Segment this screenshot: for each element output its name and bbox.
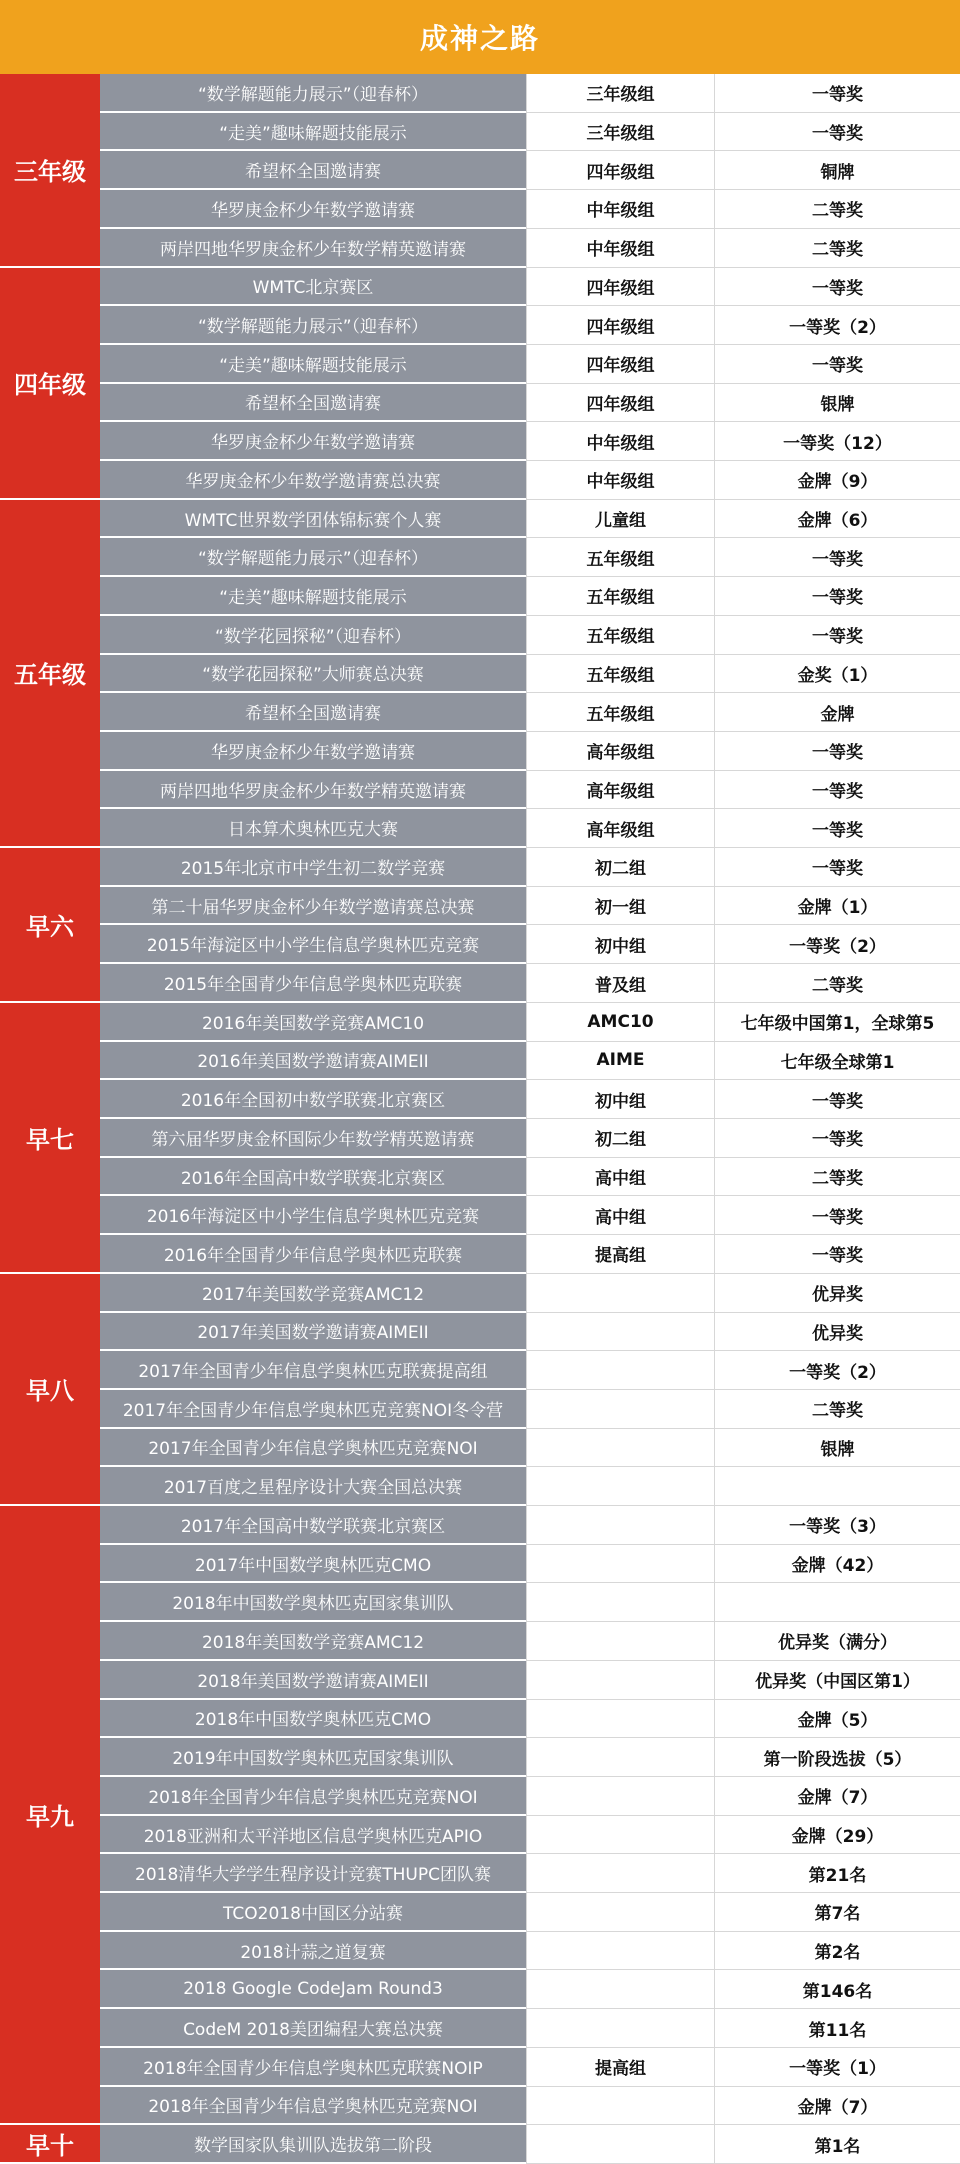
group-cell: 五年级组 bbox=[526, 577, 714, 616]
award-cell: 优异奖 bbox=[714, 1274, 960, 1313]
award-cell: 一等奖（1） bbox=[714, 2048, 960, 2087]
grade-label: 三年级 bbox=[0, 74, 100, 268]
award-cell: 一等奖（2） bbox=[714, 1351, 960, 1390]
competition-name: 数学国家队集训队选拔第二阶段 bbox=[100, 2125, 526, 2164]
group-cell bbox=[526, 1274, 714, 1313]
award-cell: 一等奖（2） bbox=[714, 925, 960, 964]
grade-label: 早八 bbox=[0, 1274, 100, 1506]
competition-name: 2016年美国数学竞赛AMC10 bbox=[100, 1003, 526, 1042]
award-cell: 一等奖 bbox=[714, 809, 960, 848]
competition-name: 2016年全国初中数学联赛北京赛区 bbox=[100, 1080, 526, 1119]
group-cell: 五年级组 bbox=[526, 538, 714, 577]
group-cell: 五年级组 bbox=[526, 693, 714, 732]
competition-name: 2018年美国数学竞赛AMC12 bbox=[100, 1622, 526, 1661]
competition-name: 2018年美国数学邀请赛AIMEII bbox=[100, 1661, 526, 1700]
group-cell bbox=[526, 1777, 714, 1816]
group-cell bbox=[526, 1816, 714, 1855]
award-cell: 一等奖 bbox=[714, 1119, 960, 1158]
award-cell: 金牌（7） bbox=[714, 2087, 960, 2126]
award-cell: 优异奖（满分） bbox=[714, 1622, 960, 1661]
award-cell: 一等奖 bbox=[714, 74, 960, 113]
competition-name: 2016年全国青少年信息学奥林匹克联赛 bbox=[100, 1235, 526, 1274]
group-cell: 高年级组 bbox=[526, 809, 714, 848]
competition-name: “数学解题能力展示”（迎春杯） bbox=[100, 538, 526, 577]
competition-name: 2018年全国青少年信息学奥林匹克竞赛NOI bbox=[100, 2087, 526, 2126]
group-cell bbox=[526, 1351, 714, 1390]
competition-name: 华罗庚金杯少年数学邀请赛 bbox=[100, 190, 526, 229]
group-cell bbox=[526, 1622, 714, 1661]
group-cell: 初二组 bbox=[526, 1119, 714, 1158]
competition-name: WMTC世界数学团体锦标赛个人赛 bbox=[100, 500, 526, 539]
grade-label: 早十 bbox=[0, 2125, 100, 2164]
page-title: 成神之路 bbox=[0, 0, 960, 74]
competition-name: 2018年中国数学奥林匹克CMO bbox=[100, 1700, 526, 1739]
competition-name: 2015年全国青少年信息学奥林匹克联赛 bbox=[100, 964, 526, 1003]
group-cell bbox=[526, 1390, 714, 1429]
competition-name: “数学解题能力展示”（迎春杯） bbox=[100, 74, 526, 113]
competition-name: 第六届华罗庚金杯国际少年数学精英邀请赛 bbox=[100, 1119, 526, 1158]
group-cell: 中年级组 bbox=[526, 461, 714, 500]
award-cell: 二等奖 bbox=[714, 190, 960, 229]
group-cell bbox=[526, 2125, 714, 2164]
competition-name: “走美”趣味解题技能展示 bbox=[100, 345, 526, 384]
competition-name: 第二十届华罗庚金杯少年数学邀请赛总决赛 bbox=[100, 887, 526, 926]
award-cell: 一等奖（12） bbox=[714, 422, 960, 461]
award-cell: 一等奖 bbox=[714, 1235, 960, 1274]
group-cell bbox=[526, 1700, 714, 1739]
award-cell: 一等奖 bbox=[714, 1080, 960, 1119]
award-cell: 二等奖 bbox=[714, 1390, 960, 1429]
group-cell bbox=[526, 2009, 714, 2048]
grade-label: 早六 bbox=[0, 848, 100, 1003]
award-cell: 第146名 bbox=[714, 1970, 960, 2009]
competition-name: 希望杯全国邀请赛 bbox=[100, 693, 526, 732]
group-cell bbox=[526, 1893, 714, 1932]
award-cell: 一等奖 bbox=[714, 113, 960, 152]
competition-name: 2018年全国青少年信息学奥林匹克联赛NOIP bbox=[100, 2048, 526, 2087]
group-cell: 五年级组 bbox=[526, 616, 714, 655]
competition-name: 2018计蒜之道复赛 bbox=[100, 1932, 526, 1971]
competition-name: 两岸四地华罗庚金杯少年数学精英邀请赛 bbox=[100, 229, 526, 268]
group-cell: 四年级组 bbox=[526, 345, 714, 384]
group-cell: 四年级组 bbox=[526, 306, 714, 345]
competition-name: “走美”趣味解题技能展示 bbox=[100, 113, 526, 152]
group-cell: 提高组 bbox=[526, 1235, 714, 1274]
group-cell: 初一组 bbox=[526, 887, 714, 926]
competition-name: 2017年中国数学奥林匹克CMO bbox=[100, 1545, 526, 1584]
group-cell: 四年级组 bbox=[526, 151, 714, 190]
group-cell bbox=[526, 1429, 714, 1468]
competition-name: WMTC北京赛区 bbox=[100, 268, 526, 307]
competition-name: 2017年全国青少年信息学奥林匹克竞赛NOI bbox=[100, 1429, 526, 1468]
award-cell: 金牌（42） bbox=[714, 1545, 960, 1584]
group-cell bbox=[526, 1661, 714, 1700]
competition-name: 2018清华大学学生程序设计竞赛THUPC团队赛 bbox=[100, 1854, 526, 1893]
group-cell: 提高组 bbox=[526, 2048, 714, 2087]
group-cell bbox=[526, 1506, 714, 1545]
award-cell: 二等奖 bbox=[714, 229, 960, 268]
competition-name: 2017年全国高中数学联赛北京赛区 bbox=[100, 1506, 526, 1545]
awards-table bbox=[0, 74, 960, 2164]
group-cell: 高中组 bbox=[526, 1158, 714, 1197]
competition-name: 华罗庚金杯少年数学邀请赛总决赛 bbox=[100, 461, 526, 500]
competition-name: 2018年全国青少年信息学奥林匹克竞赛NOI bbox=[100, 1777, 526, 1816]
group-cell: 中年级组 bbox=[526, 422, 714, 461]
award-cell: 一等奖 bbox=[714, 771, 960, 810]
competition-name: 2018 Google CodeJam Round3 bbox=[100, 1970, 526, 2009]
competition-name: 2017年全国青少年信息学奥林匹克竞赛NOI冬令营 bbox=[100, 1390, 526, 1429]
award-cell bbox=[714, 1467, 960, 1506]
group-cell: 中年级组 bbox=[526, 229, 714, 268]
award-cell: 金牌（29） bbox=[714, 1816, 960, 1855]
grade-label: 早七 bbox=[0, 1003, 100, 1274]
competition-name: 希望杯全国邀请赛 bbox=[100, 384, 526, 423]
competition-name: 2016年美国数学邀请赛AIMEII bbox=[100, 1042, 526, 1081]
competition-name: 两岸四地华罗庚金杯少年数学精英邀请赛 bbox=[100, 771, 526, 810]
competition-name: “数学解题能力展示”（迎春杯） bbox=[100, 306, 526, 345]
award-cell: 金牌（6） bbox=[714, 500, 960, 539]
award-cell: 七年级中国第1，全球第5 bbox=[714, 1003, 960, 1042]
group-cell: 高年级组 bbox=[526, 771, 714, 810]
award-cell: 金牌（7） bbox=[714, 1777, 960, 1816]
competition-name: “走美”趣味解题技能展示 bbox=[100, 577, 526, 616]
group-cell: 三年级组 bbox=[526, 113, 714, 152]
award-cell: 一等奖 bbox=[714, 268, 960, 307]
competition-name: 2018亚洲和太平洋地区信息学奥林匹克APIO bbox=[100, 1816, 526, 1855]
award-cell: 一等奖 bbox=[714, 616, 960, 655]
group-cell: AMC10 bbox=[526, 1003, 714, 1042]
award-cell: 第1名 bbox=[714, 2125, 960, 2164]
award-cell: 二等奖 bbox=[714, 1158, 960, 1197]
award-cell: 金牌 bbox=[714, 693, 960, 732]
group-cell: 高年级组 bbox=[526, 732, 714, 771]
group-cell: 初二组 bbox=[526, 848, 714, 887]
competition-name: 华罗庚金杯少年数学邀请赛 bbox=[100, 422, 526, 461]
group-cell: 四年级组 bbox=[526, 384, 714, 423]
group-cell bbox=[526, 2087, 714, 2126]
group-cell: 高中组 bbox=[526, 1196, 714, 1235]
award-cell: 一等奖 bbox=[714, 848, 960, 887]
group-cell bbox=[526, 1313, 714, 1352]
competition-name: CodeM 2018美团编程大赛总决赛 bbox=[100, 2009, 526, 2048]
grade-label: 四年级 bbox=[0, 268, 100, 500]
group-cell bbox=[526, 1854, 714, 1893]
competition-name: 希望杯全国邀请赛 bbox=[100, 151, 526, 190]
award-cell: 优异奖（中国区第1） bbox=[714, 1661, 960, 1700]
competition-name: “数学花园探秘”（迎春杯） bbox=[100, 616, 526, 655]
group-cell: 儿童组 bbox=[526, 500, 714, 539]
group-cell: 初中组 bbox=[526, 1080, 714, 1119]
competition-name: TCO2018中国区分站赛 bbox=[100, 1893, 526, 1932]
award-cell: 金牌（1） bbox=[714, 887, 960, 926]
award-cell: 优异奖 bbox=[714, 1313, 960, 1352]
group-cell: 五年级组 bbox=[526, 655, 714, 694]
award-cell: 二等奖 bbox=[714, 964, 960, 1003]
grade-label: 早九 bbox=[0, 1506, 100, 2125]
award-cell: 第7名 bbox=[714, 1893, 960, 1932]
award-cell: 一等奖 bbox=[714, 577, 960, 616]
competition-name: 华罗庚金杯少年数学邀请赛 bbox=[100, 732, 526, 771]
award-cell: 第2名 bbox=[714, 1932, 960, 1971]
award-cell: 七年级全球第1 bbox=[714, 1042, 960, 1081]
award-cell: 第21名 bbox=[714, 1854, 960, 1893]
award-cell: 银牌 bbox=[714, 1429, 960, 1468]
grade-label: 五年级 bbox=[0, 500, 100, 848]
group-cell bbox=[526, 1545, 714, 1584]
group-cell: 中年级组 bbox=[526, 190, 714, 229]
award-cell: 一等奖（2） bbox=[714, 306, 960, 345]
award-cell bbox=[714, 1583, 960, 1622]
competition-name: 2016年海淀区中小学生信息学奥林匹克竞赛 bbox=[100, 1196, 526, 1235]
group-cell bbox=[526, 1467, 714, 1506]
award-cell: 一等奖 bbox=[714, 345, 960, 384]
award-cell: 金牌（5） bbox=[714, 1700, 960, 1739]
competition-name: “数学花园探秘”大师赛总决赛 bbox=[100, 655, 526, 694]
competition-name: 2019年中国数学奥林匹克国家集训队 bbox=[100, 1738, 526, 1777]
award-cell: 一等奖 bbox=[714, 538, 960, 577]
group-cell bbox=[526, 1738, 714, 1777]
competition-name: 2017百度之星程序设计大赛全国总决赛 bbox=[100, 1467, 526, 1506]
award-cell: 一等奖 bbox=[714, 732, 960, 771]
competition-name: 2018年中国数学奥林匹克国家集训队 bbox=[100, 1583, 526, 1622]
award-cell: 银牌 bbox=[714, 384, 960, 423]
competition-name: 2015年海淀区中小学生信息学奥林匹克竞赛 bbox=[100, 925, 526, 964]
award-cell: 第11名 bbox=[714, 2009, 960, 2048]
group-cell: AIME bbox=[526, 1042, 714, 1081]
group-cell bbox=[526, 1970, 714, 2009]
competition-name: 2017年全国青少年信息学奥林匹克联赛提高组 bbox=[100, 1351, 526, 1390]
competition-name: 2016年全国高中数学联赛北京赛区 bbox=[100, 1158, 526, 1197]
group-cell bbox=[526, 1932, 714, 1971]
group-cell: 三年级组 bbox=[526, 74, 714, 113]
competition-name: 2017年美国数学竞赛AMC12 bbox=[100, 1274, 526, 1313]
award-cell: 第一阶段选拔（5） bbox=[714, 1738, 960, 1777]
group-cell bbox=[526, 1583, 714, 1622]
competition-name: 2017年美国数学邀请赛AIMEII bbox=[100, 1313, 526, 1352]
award-cell: 金牌（9） bbox=[714, 461, 960, 500]
group-cell: 四年级组 bbox=[526, 268, 714, 307]
award-cell: 一等奖（3） bbox=[714, 1506, 960, 1545]
award-cell: 一等奖 bbox=[714, 1196, 960, 1235]
competition-name: 日本算术奥林匹克大赛 bbox=[100, 809, 526, 848]
group-cell: 普及组 bbox=[526, 964, 714, 1003]
competition-name: 2015年北京市中学生初二数学竞赛 bbox=[100, 848, 526, 887]
award-cell: 铜牌 bbox=[714, 151, 960, 190]
award-cell: 金奖（1） bbox=[714, 655, 960, 694]
group-cell: 初中组 bbox=[526, 925, 714, 964]
